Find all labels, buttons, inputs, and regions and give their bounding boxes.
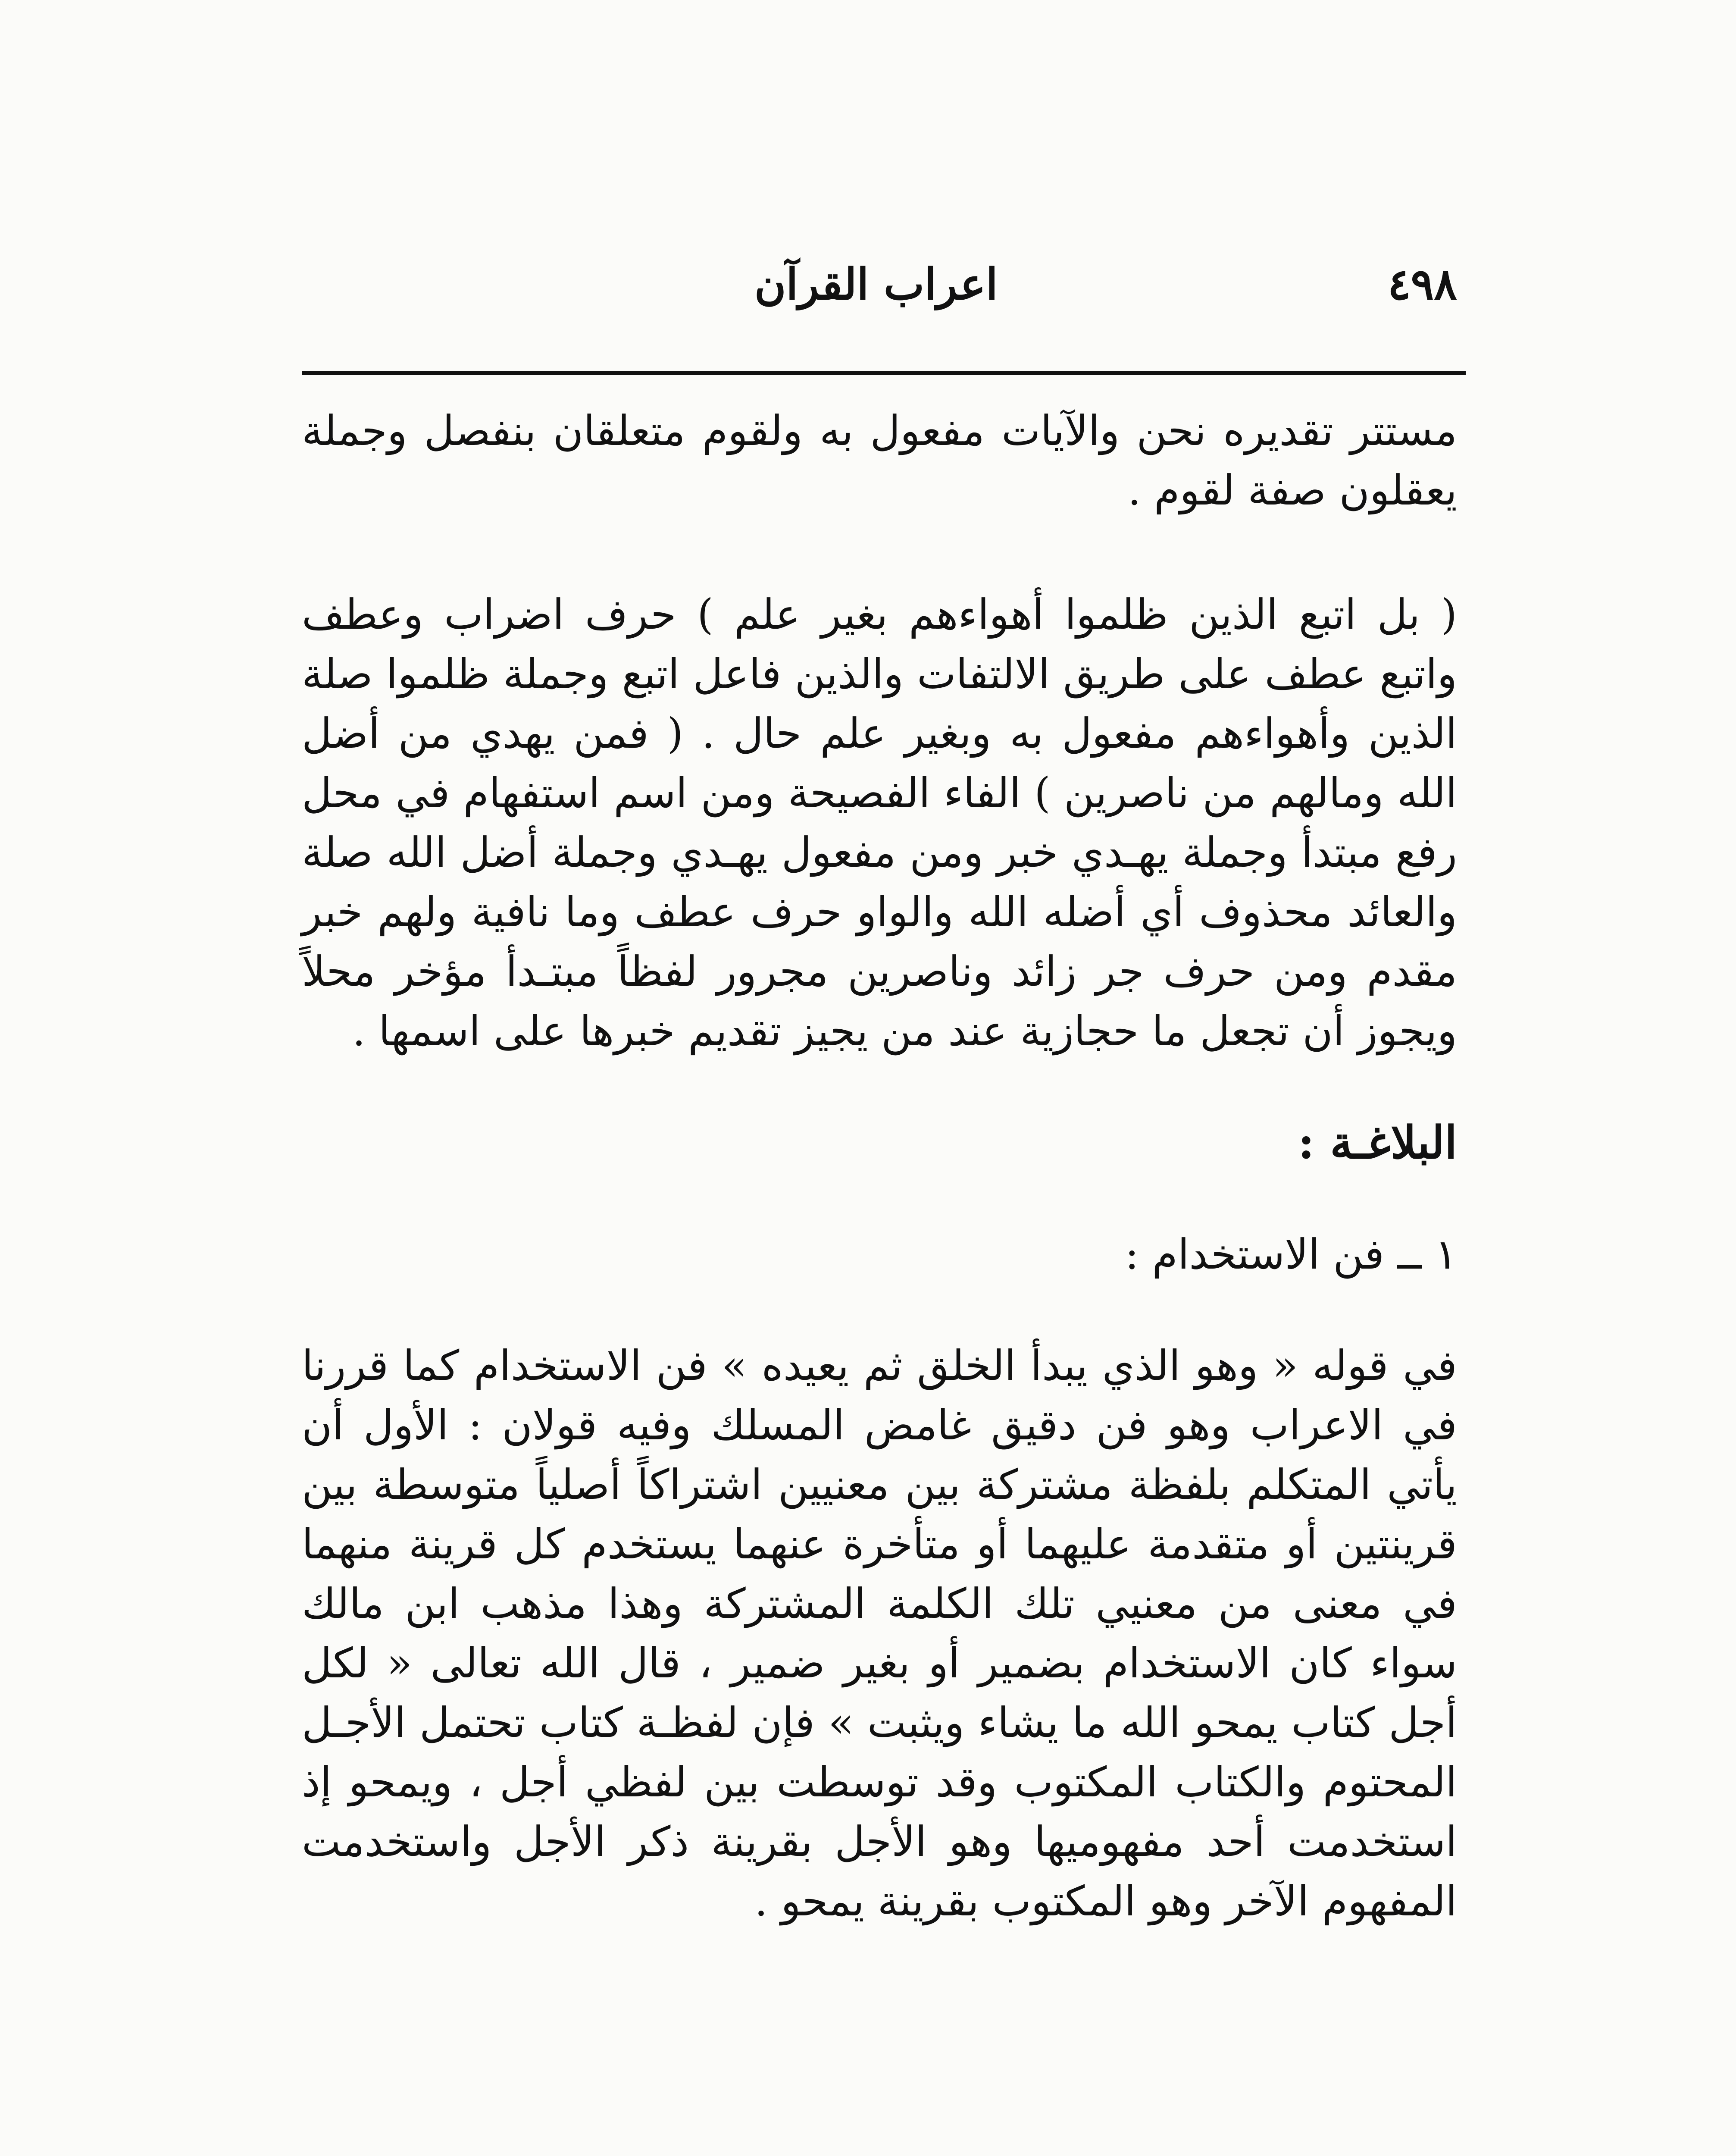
section-title-rhetoric: البلاغـة :: [1298, 1116, 1457, 1169]
subsection-title: ١ ــ فن الاستخدام :: [1125, 1230, 1457, 1279]
paragraph-istikhdam: في قوله « وهو الذي يبدأ الخلق ثم يعيده » فن الاستخدام كما قررنا في الاعراب وهو فن دقيق غامض المسلك وفيه قولان : الأول أن يأتي المتكلم بلفظة مشتركة بين معنيين اشتراكاً أصلياً متوسطة بين قرينتين أو متقدمة عليهما أو متأخرة عنهما يستخدم كل قرينة منهما في معنى من معنيي تلك الكلمة المشتركة وهذا مذهب ابن مالك سواء كان الاستخدام بضمير أو بغير ضمير ، قال الله تعالى « لكل أجل كتاب يمحو الله ما يشاء ويثبت » فإن لفظـة كتاب تحتمل الأجـل المحتوم والكتاب المكتوب وقد توسطت بين لفظي أجل ، ويمحو إذ استخدمت أحد مفهوميها وهو الأجل بقرينة ذكر الأجل واستخدمت المفهوم الآخر وهو المكتوب بقرينة يمحو .: [302, 1341, 1458, 1925]
paragraph-verse-analysis: ( بل اتبع الذين ظلموا أهواءهم بغير علم ) حرف اضراب وعطف واتبع عطف على طريق الالتفات والذين فاعل اتبع وجملة ظلموا صلة الذين وأهواءهم مفعول به وبغير علم حال . ( فمن يهدي من أضل الله ومالهم من ناصرين ) الفاء الفصيحة ومن اسم استفهام في محل رفع مبتدأ وجملة يهـدي خبر ومن مفعول يهـدي وجملة أضل الله صلة والعائد محذوف أي أضله الله والواو حرف عطف وما نافية ولهم خبر مقدم ومن حرف جر زائد وناصرين مجرور لفظاً مبتـدأ مؤخر محلاً ويجوز أن تجعل ما حجازية عند من يجيز تقديم خبرها على اسمها .: [302, 590, 1458, 1055]
running-title: اعراب القرآن: [754, 259, 998, 310]
page-header: [302, 259, 1457, 354]
spacer: [302, 1061, 1457, 1112]
paragraph-continuation: مستتر تقديره نحن والآيات مفعول به ولقوم متعلقان بنفصل وجملة يعقلون صفة لقوم .: [302, 407, 1457, 514]
spacer: [302, 520, 1457, 585]
header-divider: [302, 371, 1466, 375]
spacer: [302, 1284, 1457, 1336]
spacer: [302, 1173, 1457, 1225]
page-body: [302, 401, 1457, 1931]
page-number: ٤٩٨: [1387, 259, 1457, 310]
